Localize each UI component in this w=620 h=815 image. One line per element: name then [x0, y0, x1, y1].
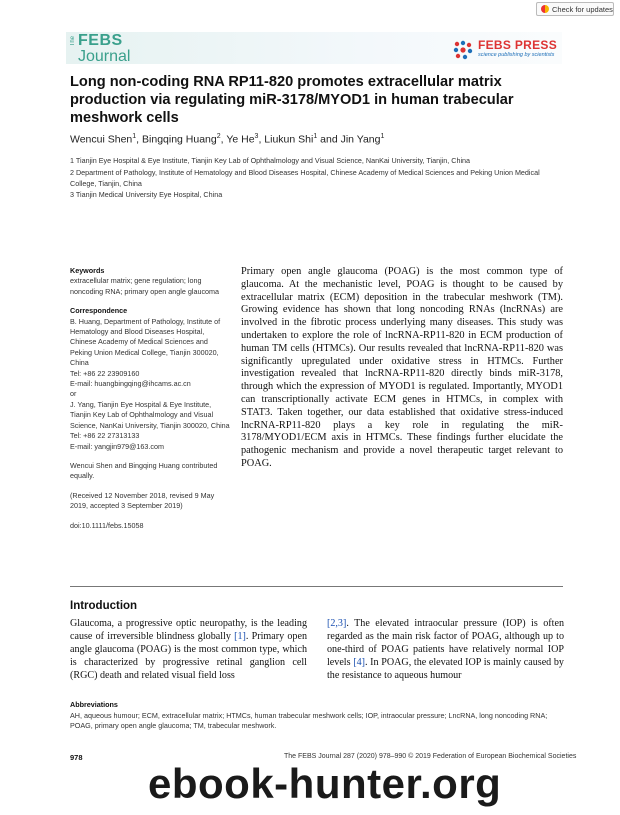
abbreviations-text: AH, aqueous humour; ECM, extracellular matrix; HTMCs, human trabecular meshwork cells; IOP, intraocular pressure; LncRNA, long noncoding RNA; POAG, primary open angle glaucoma; TM, trabecular meshwork.	[70, 711, 548, 731]
affiliation-1: 1 Tianjin Eye Hospital & Eye Institute, Tianjin Key Lab of Ophthalmology and Visual Science, NanKai University, Tianjin, China	[70, 156, 471, 165]
page-number: 978	[70, 753, 83, 762]
correspondence-line: Tel: +86 22 27313133	[70, 431, 140, 441]
intro-column-2: [2,3]. The elevated intraocular pressure (IOP) is often regarded as the main risk factor of POAG, although up to one-third of POAG patients have relatively normal IOP levels [4]. In POAG, the elevated IOP is mainly caused by the resistance to aqueous humour	[327, 618, 564, 681]
journal-logo-journal: Journal	[78, 48, 131, 65]
author-affiliation-mark: 2	[216, 133, 221, 140]
journal-logo-febs: FEBS	[78, 32, 123, 49]
correspondence-line: B. Huang, Department of Pathology, Institute of Hematology and Blood Diseases Hospital, Chinese Academy of Medical Sciences and Peking Union Medical College, Tianjin 300020, China	[70, 316, 221, 368]
check-for-updates-label: Check for updates	[552, 4, 613, 14]
author-name: Ye He	[226, 133, 255, 146]
abstract: Primary open angle glaucoma (POAG) is the most common type of glaucoma. At the mechanistic level, POAG is thought to be caused by extracellular matrix (ECM) deposition in the trabecular meshwork (TM). Growing evidence has shown that long noncoding RNAs (lncRNAs) are involved in the fibrotic process underlying many diseases. This study was undertaken to explore the role of lncRNA-RP11-820 in ECM production of human TM cells (HTMCs). Our results revealed that lncRNA-RP11-820 was significantly upregulated under oxidative stress in HTMCs. Further investigation revealed that lncRNA-RP11-820 directly binds miR-3178, through which the expression of MYOD1 is regulated. Importantly, MYOD1 can transcriptionally activate ECM genes in HTMCs, in complex with STAT3. Taken together, our data established that oxidative stress-induced lncRNA-RP11-820 plays a key role in regulating the miR-3178/MYOD1/ECM axis in HTMCs. These findings further elucidate the pathogenic mechanism and provide a novel therapeutic target relevant to POAG.	[241, 266, 563, 469]
correspondence-line: Tel: +86 22 23909160	[70, 368, 140, 378]
correspondence-heading: Correspondence	[70, 306, 128, 316]
keywords-text: extracellular matrix; gene regulation; long noncoding RNA; primary open angle glaucoma	[70, 276, 220, 296]
febs-press-logo-icon	[452, 40, 474, 60]
watermark: ebook-hunter.org	[148, 760, 502, 807]
doi-link[interactable]: doi:10.1111/febs.15058	[70, 520, 144, 530]
correspondence-email-link[interactable]: E-mail: yangjin979@163.com	[70, 441, 164, 451]
author-affiliation-mark: 3	[254, 133, 259, 140]
article-info-sidebar	[70, 266, 230, 531]
author-name: Bingqing Huang	[142, 133, 217, 146]
crossmark-icon	[541, 5, 549, 13]
correspondence-line: J. Yang, Tianjin Eye Hospital & Eye Institute, Tianjin Key Lab of Ophthalmology and Visual Science, NanKai University, Tianjin 300020, China	[70, 399, 230, 430]
equal-contribution-note: Wencui Shen and Bingqing Huang contributed equally.	[70, 460, 218, 481]
affiliation-2: 2 Department of Pathology, Institute of Hematology and Blood Diseases Hospital, Chinese Academy of Medical Sciences and Peking Union Medical College, Tianjin, China	[70, 168, 540, 188]
affiliation-3: 3 Tianjin Medical University Eye Hospital, China	[70, 190, 223, 199]
check-for-updates-button[interactable]	[536, 2, 614, 16]
introduction-heading: Introduction	[70, 600, 138, 612]
author-affiliation-mark: 1	[132, 133, 137, 140]
author-affiliation-mark: 1	[313, 133, 318, 140]
author-affiliation-mark: 1	[380, 133, 385, 140]
author-list: Wencui Shen$^1$, Bingqing Huang$^2$, Ye He$^3$, Liukun Shi$^1$ and Jin Yang$^1$	[70, 133, 385, 146]
section-divider	[70, 586, 563, 587]
citation-link[interactable]: [1]	[234, 630, 246, 642]
febs-press-tagline: science publishing by scientists	[478, 52, 555, 58]
abbreviations-heading: Abbreviations	[70, 700, 118, 709]
footer-citation: The FEBS Journal 287 (2020) 978–990 © 2019 Federation of European Biochemical Societies	[284, 753, 577, 760]
citation-link[interactable]: [2,3]	[327, 618, 347, 629]
journal-logo-the: The	[70, 36, 76, 47]
author-name: Wencui Shen	[70, 133, 133, 146]
article-title: Long non-coding RNA RP11-820 promotes extracellular matrix production via regulating miR-3178/MYOD1 in human trabecular meshwork cells	[70, 74, 514, 126]
febs-press-name: FEBS PRESS	[478, 38, 558, 52]
author-name: Liukun Shi	[264, 133, 314, 146]
citation-link[interactable]: [4]	[353, 656, 365, 668]
author-name: Jin Yang	[340, 133, 381, 146]
correspondence-email-link[interactable]: E-mail: huangbingqing@ihcams.ac.cn	[70, 379, 191, 389]
keywords-heading: Keywords	[70, 266, 105, 275]
intro-column-1: Glaucoma, a progressive optic neuropathy, is the leading cause of irreversible blindness globally [1]. Primary open angle glaucoma (POAG) is the most common type, which is characterized by progressive retinal ganglion cell (RGC) death and related visual field loss	[70, 618, 307, 681]
correspondence-line: or	[70, 389, 77, 399]
received-dates: (Received 12 November 2018, revised 9 May 2019, accepted 3 September 2019)	[70, 490, 215, 511]
